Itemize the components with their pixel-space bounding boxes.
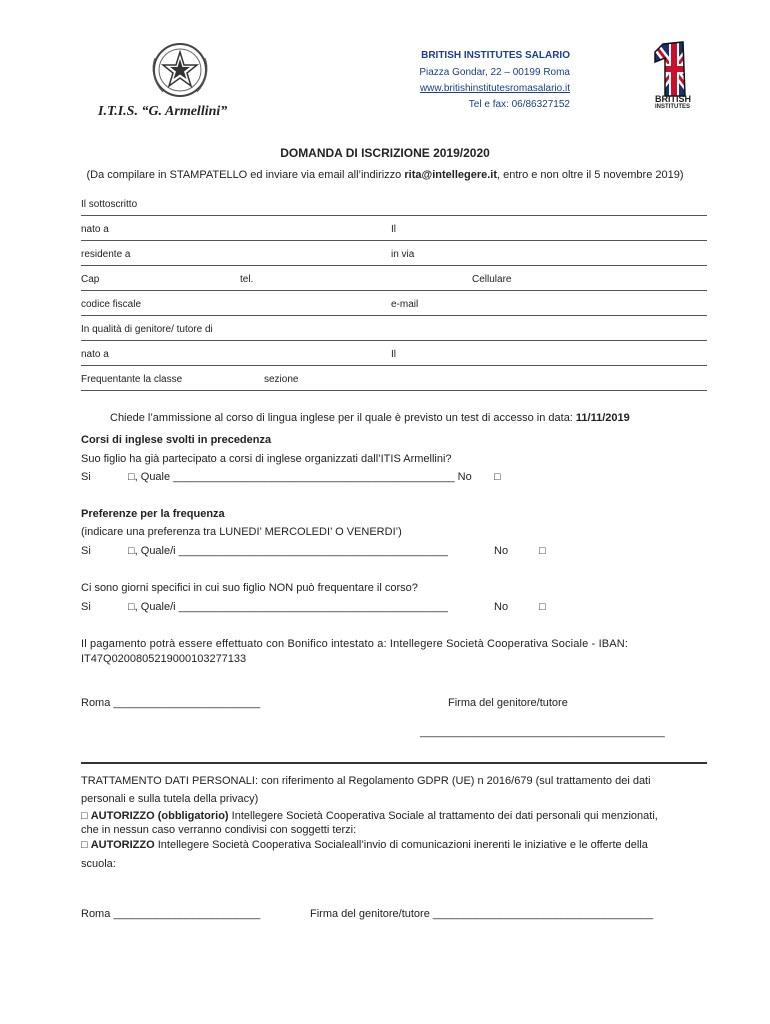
auth1-label-rest: Intellegere Società Cooperativa Sociale al trattamento dei dati personali qui menzionati, <box>228 810 658 822</box>
section1-quale[interactable]: □, Quale ______________________________________________ No <box>128 471 472 483</box>
section2-heading: Preferenze per la frequenza <box>81 508 225 520</box>
section2-si[interactable]: Si <box>81 545 91 557</box>
field-line-genitore[interactable] <box>81 340 707 341</box>
field-line-nato[interactable] <box>81 240 707 241</box>
auth1-label-bold: AUTORIZZO (obbligatorio) <box>90 810 229 822</box>
label-il-2: Il <box>391 349 396 360</box>
label-frequentante: Frequentante la classe <box>81 374 183 385</box>
section1-question: Suo figlio ha già partecipato a corsi di inglese organizzati dall’ITIS Armellini? <box>81 453 452 465</box>
label-tel: tel. <box>240 274 254 285</box>
field-line-nato-2[interactable] <box>81 365 707 366</box>
logo-text-institutes: INSTITUTES <box>655 104 691 110</box>
institute-address: Piazza Gondar, 22 – 00199 Roma <box>419 67 570 78</box>
subtitle <box>0 169 770 181</box>
auth1-checkbox[interactable]: □ <box>81 810 91 822</box>
section2-no-checkbox[interactable]: □ <box>539 545 546 557</box>
label-sezione: sezione <box>264 374 299 385</box>
label-cellulare: Cellulare <box>472 274 512 285</box>
sign2-firma[interactable]: Firma del genitore/tutore ____________________________________ <box>310 908 654 920</box>
privacy-divider <box>81 762 707 764</box>
field-line-residente[interactable] <box>81 265 707 266</box>
privacy-auth2[interactable] <box>81 839 648 851</box>
subtitle-email[interactable]: rita@intellegere.it <box>404 169 497 181</box>
label-genitore: In qualità di genitore/ tutore di <box>81 324 213 335</box>
institute-website[interactable]: www.britishinstitutesromasalario.it <box>419 83 570 94</box>
repubblica-emblem <box>147 38 213 102</box>
label-email: e-mail <box>391 299 419 310</box>
auth2-label-rest: Intellegere Società Cooperativa Socialeall’invio di comunicazioni inerenti le iniziative e le offerte della <box>154 839 648 851</box>
label-il: Il <box>391 224 396 235</box>
privacy-line-1: TRATTAMENTO DATI PERSONALI: con riferimento al Regolamento GDPR (UE) n 2016/679 (sul trattamento dei dati <box>81 775 651 787</box>
page-title: DOMANDA DI ISCRIZIONE 2019/2020 <box>280 146 490 160</box>
logo-text-british: BRITISH <box>655 94 691 104</box>
institute-name: BRITISH INSTITUTES SALARIO <box>421 50 570 61</box>
auth2-label-bold: AUTORIZZO <box>90 839 155 851</box>
request-date: 11/11/2019 <box>575 412 630 424</box>
subtitle-pre: (Da compilare in STAMPATELLO ed inviare via email all’indirizzo <box>86 169 405 181</box>
sign1-firma-label: Firma del genitore/tutore <box>448 697 568 709</box>
section3-si[interactable]: Si <box>81 601 91 613</box>
privacy-auth2-line-2: scuola: <box>81 858 116 870</box>
field-line-sottoscritto[interactable] <box>81 215 707 216</box>
sign1-roma[interactable]: Roma ________________________ <box>81 697 261 709</box>
payment-iban: IT47Q0200805219000103277133 <box>81 653 247 665</box>
label-cap: Cap <box>81 274 100 285</box>
privacy-line-2: personali e sulla tutela della privacy) <box>81 793 259 805</box>
label-sottoscritto: Il sottoscritto <box>81 199 138 210</box>
section3-no[interactable]: No <box>494 601 509 613</box>
field-line-codice[interactable] <box>81 315 707 316</box>
section2-quale[interactable]: □, Quale/i ____________________________________________ <box>128 545 448 557</box>
section1-si[interactable]: Si <box>81 471 91 483</box>
field-line-classe[interactable] <box>81 390 707 391</box>
privacy-auth1[interactable] <box>81 810 658 822</box>
request-text <box>110 412 630 424</box>
sign1-firma-line[interactable]: ________________________________________ <box>420 726 665 738</box>
payment-line-1: Il pagamento potrà essere effettuato con Bonifico intestato a: Intellegere Società Cooperativa Sociale - IBAN: <box>81 638 629 650</box>
privacy-auth1-line-2: che in nessun caso verranno condivisi con soggetti terzi: <box>81 824 357 836</box>
label-codice-fiscale: codice fiscale <box>81 299 142 310</box>
section2-note: (indicare una preferenza tra LUNEDI’ MERCOLEDI’ O VENERDI’) <box>81 526 402 538</box>
label-in-via: in via <box>391 249 415 260</box>
section3-no-checkbox[interactable]: □ <box>539 601 546 613</box>
institute-phone: Tel e fax: 06/86327152 <box>468 99 570 110</box>
label-nato-a: nato a <box>81 224 109 235</box>
label-nato-a-2: nato a <box>81 349 109 360</box>
label-residente: residente a <box>81 249 131 260</box>
section3-quale[interactable]: □, Quale/i ____________________________________________ <box>128 601 448 613</box>
subtitle-post: , entro e non oltre il 5 novembre 2019) <box>497 169 684 181</box>
request-pre: Chiede l’ammissione al corso di lingua inglese per il quale è previsto un test di accesso in data: <box>110 412 576 424</box>
section3-question: Ci sono giorni specifici in cui suo figlio NON può frequentare il corso? <box>81 582 418 594</box>
school-name: I.T.I.S. “G. Armellini” <box>98 104 228 119</box>
section1-no-checkbox[interactable]: □ <box>494 471 501 483</box>
section2-no[interactable]: No <box>494 545 509 557</box>
section1-heading: Corsi di inglese svolti in precedenza <box>81 434 272 446</box>
sign2-roma[interactable]: Roma ________________________ <box>81 908 261 920</box>
auth2-checkbox[interactable]: □ <box>81 839 91 851</box>
field-line-cap[interactable] <box>81 290 707 291</box>
